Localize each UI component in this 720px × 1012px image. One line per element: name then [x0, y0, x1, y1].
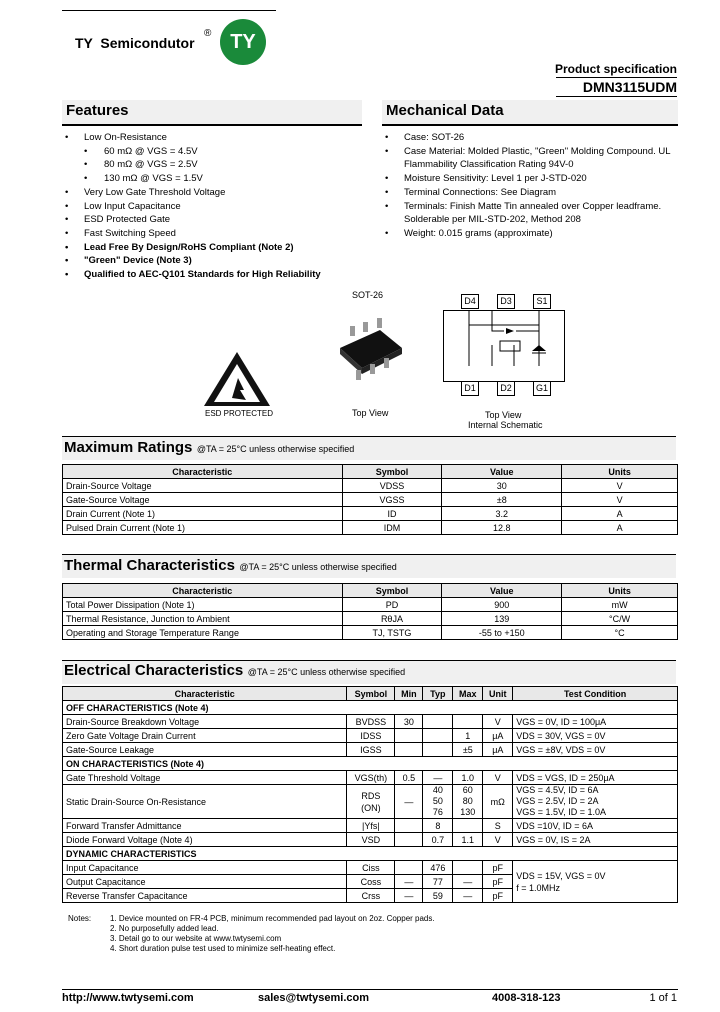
- note-item: 3. Detail go to our website at www.twtysemi.com: [110, 934, 282, 943]
- table-cell: VDS = VGS, ID = 250μA: [513, 771, 678, 785]
- table-cell: V: [483, 715, 513, 729]
- column-header: Value: [442, 584, 562, 598]
- electrical-title: Electrical Characteristics: [64, 662, 244, 679]
- table-cell: VDS = 30V, VGS = 0V: [513, 729, 678, 743]
- thermal-title: Thermal Characteristics: [64, 557, 235, 574]
- table-cell: mW: [562, 598, 678, 612]
- table-cell: °C: [562, 626, 678, 640]
- mechanical-title: Mechanical Data: [386, 102, 504, 119]
- table-cell: —: [395, 889, 423, 903]
- table-row: [63, 771, 678, 785]
- note-item: 2. No purposefully added lead.: [110, 924, 219, 933]
- table-cell: —: [395, 875, 423, 889]
- table-cell: Total Power Dissipation (Note 1): [63, 598, 343, 612]
- electrical-condition: @TA = 25°C unless otherwise specified: [247, 667, 406, 677]
- top-view-label: Top View: [352, 408, 389, 418]
- table-cell: Diode Forward Voltage (Note 4): [63, 833, 347, 847]
- rds-value: 80: [462, 796, 473, 806]
- rds-condition: VGS = 1.5V, ID = 1.0A: [516, 807, 607, 817]
- package-label: SOT-26: [352, 290, 384, 300]
- table-cell: VSD: [347, 833, 395, 847]
- table-cell: ±5: [453, 743, 483, 757]
- table-row: [63, 729, 678, 743]
- table-cell: [423, 715, 453, 729]
- column-header: Units: [562, 465, 678, 479]
- table-cell: °C/W: [562, 612, 678, 626]
- category-header: ON CHARACTERISTICS (Note 4): [63, 757, 678, 771]
- table-cell: VGS = 0V, IS = 2A: [513, 833, 678, 847]
- table-cell: 1.0: [453, 771, 483, 785]
- pin-label: D2: [497, 381, 515, 396]
- feature-item: • Low On-Resistance: [62, 131, 362, 145]
- table-row: [63, 743, 678, 757]
- table-cell: Thermal Resistance, Junction to Ambient: [63, 612, 343, 626]
- table-cell: PD: [342, 598, 442, 612]
- feature-item: • 130 mΩ @ VGS = 1.5V: [62, 172, 362, 186]
- table-cell: Coss: [347, 875, 395, 889]
- table-cell: —: [453, 889, 483, 903]
- table-cell: VDS =10V, ID = 6A: [513, 819, 678, 833]
- spec-label: Product specification: [554, 62, 677, 76]
- column-header: Value: [442, 465, 562, 479]
- table-cell: Static Drain-Source On-Resistance: [63, 785, 347, 819]
- table-cell: A: [562, 521, 678, 535]
- esd-warning-icon: [202, 350, 272, 408]
- table-cell: [395, 861, 423, 875]
- table-cell: VGS = 0V, ID = 100μA: [513, 715, 678, 729]
- table-cell: Ciss: [347, 861, 395, 875]
- table-cell: ID: [342, 507, 442, 521]
- table-cell: Gate Threshold Voltage: [63, 771, 347, 785]
- pin-label: S1: [533, 294, 551, 309]
- thermal-table: [62, 583, 678, 640]
- table-cell: V: [562, 493, 678, 507]
- features-title: Features: [66, 102, 129, 119]
- table-cell: |Yfs|: [347, 819, 395, 833]
- table-cell: VGS = ±8V, VDS = 0V: [513, 743, 678, 757]
- table-cell: [453, 785, 483, 819]
- thermal-title-row: [64, 557, 397, 575]
- table-cell: pF: [483, 875, 513, 889]
- note-item: 1. Device mounted on FR-4 PCB, minimum recommended pad layout on 2oz. Copper pads.: [110, 914, 435, 923]
- table-row: [63, 861, 678, 875]
- table-row: [63, 819, 678, 833]
- mechanical-item: • Moisture Sensitivity: Level 1 per J-STD-020: [382, 172, 678, 186]
- table-cell: Forward Transfer Admittance: [63, 819, 347, 833]
- rds-condition: VGS = 4.5V, ID = 6A: [516, 785, 599, 795]
- column-header: Symbol: [342, 584, 442, 598]
- table-cell: TJ, TSTG: [342, 626, 442, 640]
- table-cell: 30: [395, 715, 423, 729]
- feature-item: • Lead Free By Design/RoHS Compliant (Note 2): [62, 241, 362, 255]
- top-view-label-2: Top View: [485, 410, 522, 420]
- table-row: [63, 785, 678, 819]
- pin-label: D3: [497, 294, 515, 309]
- table-cell: Crss: [347, 889, 395, 903]
- dyn-condition: VDS = 15V, VGS = 0V: [516, 870, 606, 881]
- footer-email[interactable]: sales@twtysemi.com: [258, 992, 369, 1004]
- table-row: [63, 493, 678, 507]
- sot26-package-drawing: [330, 318, 410, 388]
- table-cell: [453, 861, 483, 875]
- table-cell: [423, 785, 453, 819]
- table-row: [63, 715, 678, 729]
- internal-schematic-drawing: [444, 311, 562, 379]
- company-logo: TY: [220, 19, 266, 65]
- feature-item: • 80 mΩ @ VGS = 2.5V: [62, 158, 362, 172]
- column-header: Unit: [483, 687, 513, 701]
- table-cell: 139: [442, 612, 562, 626]
- table-cell: —: [395, 785, 423, 819]
- table-cell: RθJA: [342, 612, 442, 626]
- mechanical-item: • Terminals: Finish Matte Tin annealed over Copper leadframe. Solderable per MIL-STD-202, Method 208: [382, 200, 678, 227]
- table-row: [63, 833, 678, 847]
- table-cell: [395, 743, 423, 757]
- mechanical-list: [382, 131, 678, 241]
- rds-value: 40: [432, 785, 443, 795]
- table-cell: 0.5: [395, 771, 423, 785]
- table-cell: [395, 729, 423, 743]
- table-cell: [395, 833, 423, 847]
- table-cell: 476: [423, 861, 453, 875]
- column-header: Characteristic: [63, 687, 347, 701]
- features-list: [62, 131, 362, 282]
- pin-label: D4: [461, 294, 479, 309]
- schematic-pins-top: [461, 294, 547, 309]
- table-cell: Operating and Storage Temperature Range: [63, 626, 343, 640]
- category-row: [63, 847, 678, 861]
- table-cell: IDM: [342, 521, 442, 535]
- table-cell: 1: [453, 729, 483, 743]
- table-cell: IDSS: [347, 729, 395, 743]
- table-cell: Gate-Source Leakage: [63, 743, 347, 757]
- feature-item: • 60 mΩ @ VGS = 4.5V: [62, 145, 362, 159]
- table-row: [63, 507, 678, 521]
- company-name: TY Semicondutor: [75, 35, 195, 51]
- table-header-row: [63, 584, 678, 598]
- table-cell: V: [483, 771, 513, 785]
- schematic-pins-bottom: [461, 381, 547, 396]
- category-row: [63, 757, 678, 771]
- schematic-label: Internal Schematic: [468, 420, 543, 430]
- registered-mark: ®: [204, 28, 212, 39]
- mechanical-item: • Case Material: Molded Plastic, "Green" Molding Compound. UL Flammability Classification Rating 94V-0: [382, 145, 678, 172]
- table-cell: V: [483, 833, 513, 847]
- table-cell: mΩ: [483, 785, 513, 819]
- table-cell: VGS(th): [347, 771, 395, 785]
- table-cell: 12.8: [442, 521, 562, 535]
- footer-url[interactable]: http://www.twtysemi.com: [62, 992, 194, 1004]
- table-cell: [513, 861, 678, 903]
- rds-value: 76: [432, 807, 443, 817]
- table-cell: 1.1: [453, 833, 483, 847]
- table-row: [63, 479, 678, 493]
- feature-item: • Low Input Capacitance: [62, 200, 362, 214]
- electrical-table: [62, 686, 678, 903]
- table-cell: A: [562, 507, 678, 521]
- category-header: DYNAMIC CHARACTERISTICS: [63, 847, 678, 861]
- part-number: DMN3115UDM: [582, 79, 677, 95]
- table-cell: IGSS: [347, 743, 395, 757]
- table-row: [63, 521, 678, 535]
- feature-item: • ESD Protected Gate: [62, 213, 362, 227]
- rds-value: 50: [432, 796, 443, 806]
- column-header: Symbol: [342, 465, 442, 479]
- table-cell: 900: [442, 598, 562, 612]
- thermal-condition: @TA = 25°C unless otherwise specified: [239, 562, 397, 572]
- notes-label: Notes:: [68, 914, 92, 923]
- table-cell: [423, 743, 453, 757]
- pin-label: G1: [533, 381, 551, 396]
- table-cell: -55 to +150: [442, 626, 562, 640]
- table-cell: [453, 819, 483, 833]
- table-cell: Zero Gate Voltage Drain Current: [63, 729, 347, 743]
- category-row: [63, 701, 678, 715]
- table-cell: 0.7: [423, 833, 453, 847]
- category-header: OFF CHARACTERISTICS (Note 4): [63, 701, 678, 715]
- max-ratings-title-row: [64, 439, 354, 457]
- table-cell: VDSS: [342, 479, 442, 493]
- table-cell: —: [453, 875, 483, 889]
- table-cell: pF: [483, 889, 513, 903]
- table-cell: —: [423, 771, 453, 785]
- table-row: [63, 612, 678, 626]
- column-header: Symbol: [347, 687, 395, 701]
- table-cell: Reverse Transfer Capacitance: [63, 889, 347, 903]
- table-cell: μA: [483, 729, 513, 743]
- table-header-row: [63, 465, 678, 479]
- footer-phone: 4008-318-123: [492, 992, 561, 1004]
- table-cell: [395, 819, 423, 833]
- column-header: Units: [562, 584, 678, 598]
- max-ratings-table: [62, 464, 678, 535]
- dyn-condition: f = 1.0MHz: [516, 882, 561, 893]
- feature-item: • "Green" Device (Note 3): [62, 254, 362, 268]
- table-cell: 59: [423, 889, 453, 903]
- features-section: [62, 100, 362, 282]
- electrical-title-row: [64, 662, 405, 680]
- table-cell: RDS (ON): [347, 785, 395, 819]
- column-header: Typ: [423, 687, 453, 701]
- rds-condition: VGS = 2.5V, ID = 2A: [516, 796, 599, 806]
- notes-list: [110, 914, 435, 954]
- mechanical-item: • Weight: 0.015 grams (approximate): [382, 227, 678, 241]
- table-header-row: [63, 687, 678, 701]
- max-ratings-condition: @TA = 25°C unless otherwise specified: [196, 444, 355, 454]
- feature-item: • Qualified to AEC-Q101 Standards for High Reliability: [62, 268, 362, 282]
- pin-label: D1: [461, 381, 479, 396]
- table-cell: Drain-Source Voltage: [63, 479, 343, 493]
- mechanical-section: [382, 100, 678, 241]
- mechanical-item: • Case: SOT-26: [382, 131, 678, 145]
- note-item: 4. Short duration pulse test used to minimize self-heating effect.: [110, 944, 336, 953]
- table-cell: 30: [442, 479, 562, 493]
- footer-page: 1 of 1: [649, 992, 677, 1004]
- table-cell: S: [483, 819, 513, 833]
- table-cell: Drain Current (Note 1): [63, 507, 343, 521]
- table-cell: BVDSS: [347, 715, 395, 729]
- table-cell: Input Capacitance: [63, 861, 347, 875]
- max-ratings-title: Maximum Ratings: [64, 439, 193, 456]
- table-cell: [513, 785, 678, 819]
- esd-label: ESD PROTECTED: [205, 409, 274, 418]
- table-row: [63, 626, 678, 640]
- table-cell: 77: [423, 875, 453, 889]
- table-cell: Output Capacitance: [63, 875, 347, 889]
- rds-value: 130: [460, 807, 476, 817]
- table-cell: 8: [423, 819, 453, 833]
- column-header: Test Condition: [513, 687, 678, 701]
- rds-value: 60: [462, 785, 473, 795]
- table-cell: [423, 729, 453, 743]
- column-header: Min: [395, 687, 423, 701]
- table-cell: Gate-Source Voltage: [63, 493, 343, 507]
- mechanical-item: • Terminal Connections: See Diagram: [382, 186, 678, 200]
- table-cell: V: [562, 479, 678, 493]
- table-cell: μA: [483, 743, 513, 757]
- column-header: Max: [453, 687, 483, 701]
- table-row: [63, 598, 678, 612]
- table-cell: [453, 715, 483, 729]
- table-cell: 3.2: [442, 507, 562, 521]
- table-cell: pF: [483, 861, 513, 875]
- column-header: Characteristic: [63, 584, 343, 598]
- table-cell: ±8: [442, 493, 562, 507]
- table-cell: Drain-Source Breakdown Voltage: [63, 715, 347, 729]
- feature-item: • Very Low Gate Threshold Voltage: [62, 186, 362, 200]
- table-cell: Pulsed Drain Current (Note 1): [63, 521, 343, 535]
- table-cell: VGSS: [342, 493, 442, 507]
- feature-item: • Fast Switching Speed: [62, 227, 362, 241]
- column-header: Characteristic: [63, 465, 343, 479]
